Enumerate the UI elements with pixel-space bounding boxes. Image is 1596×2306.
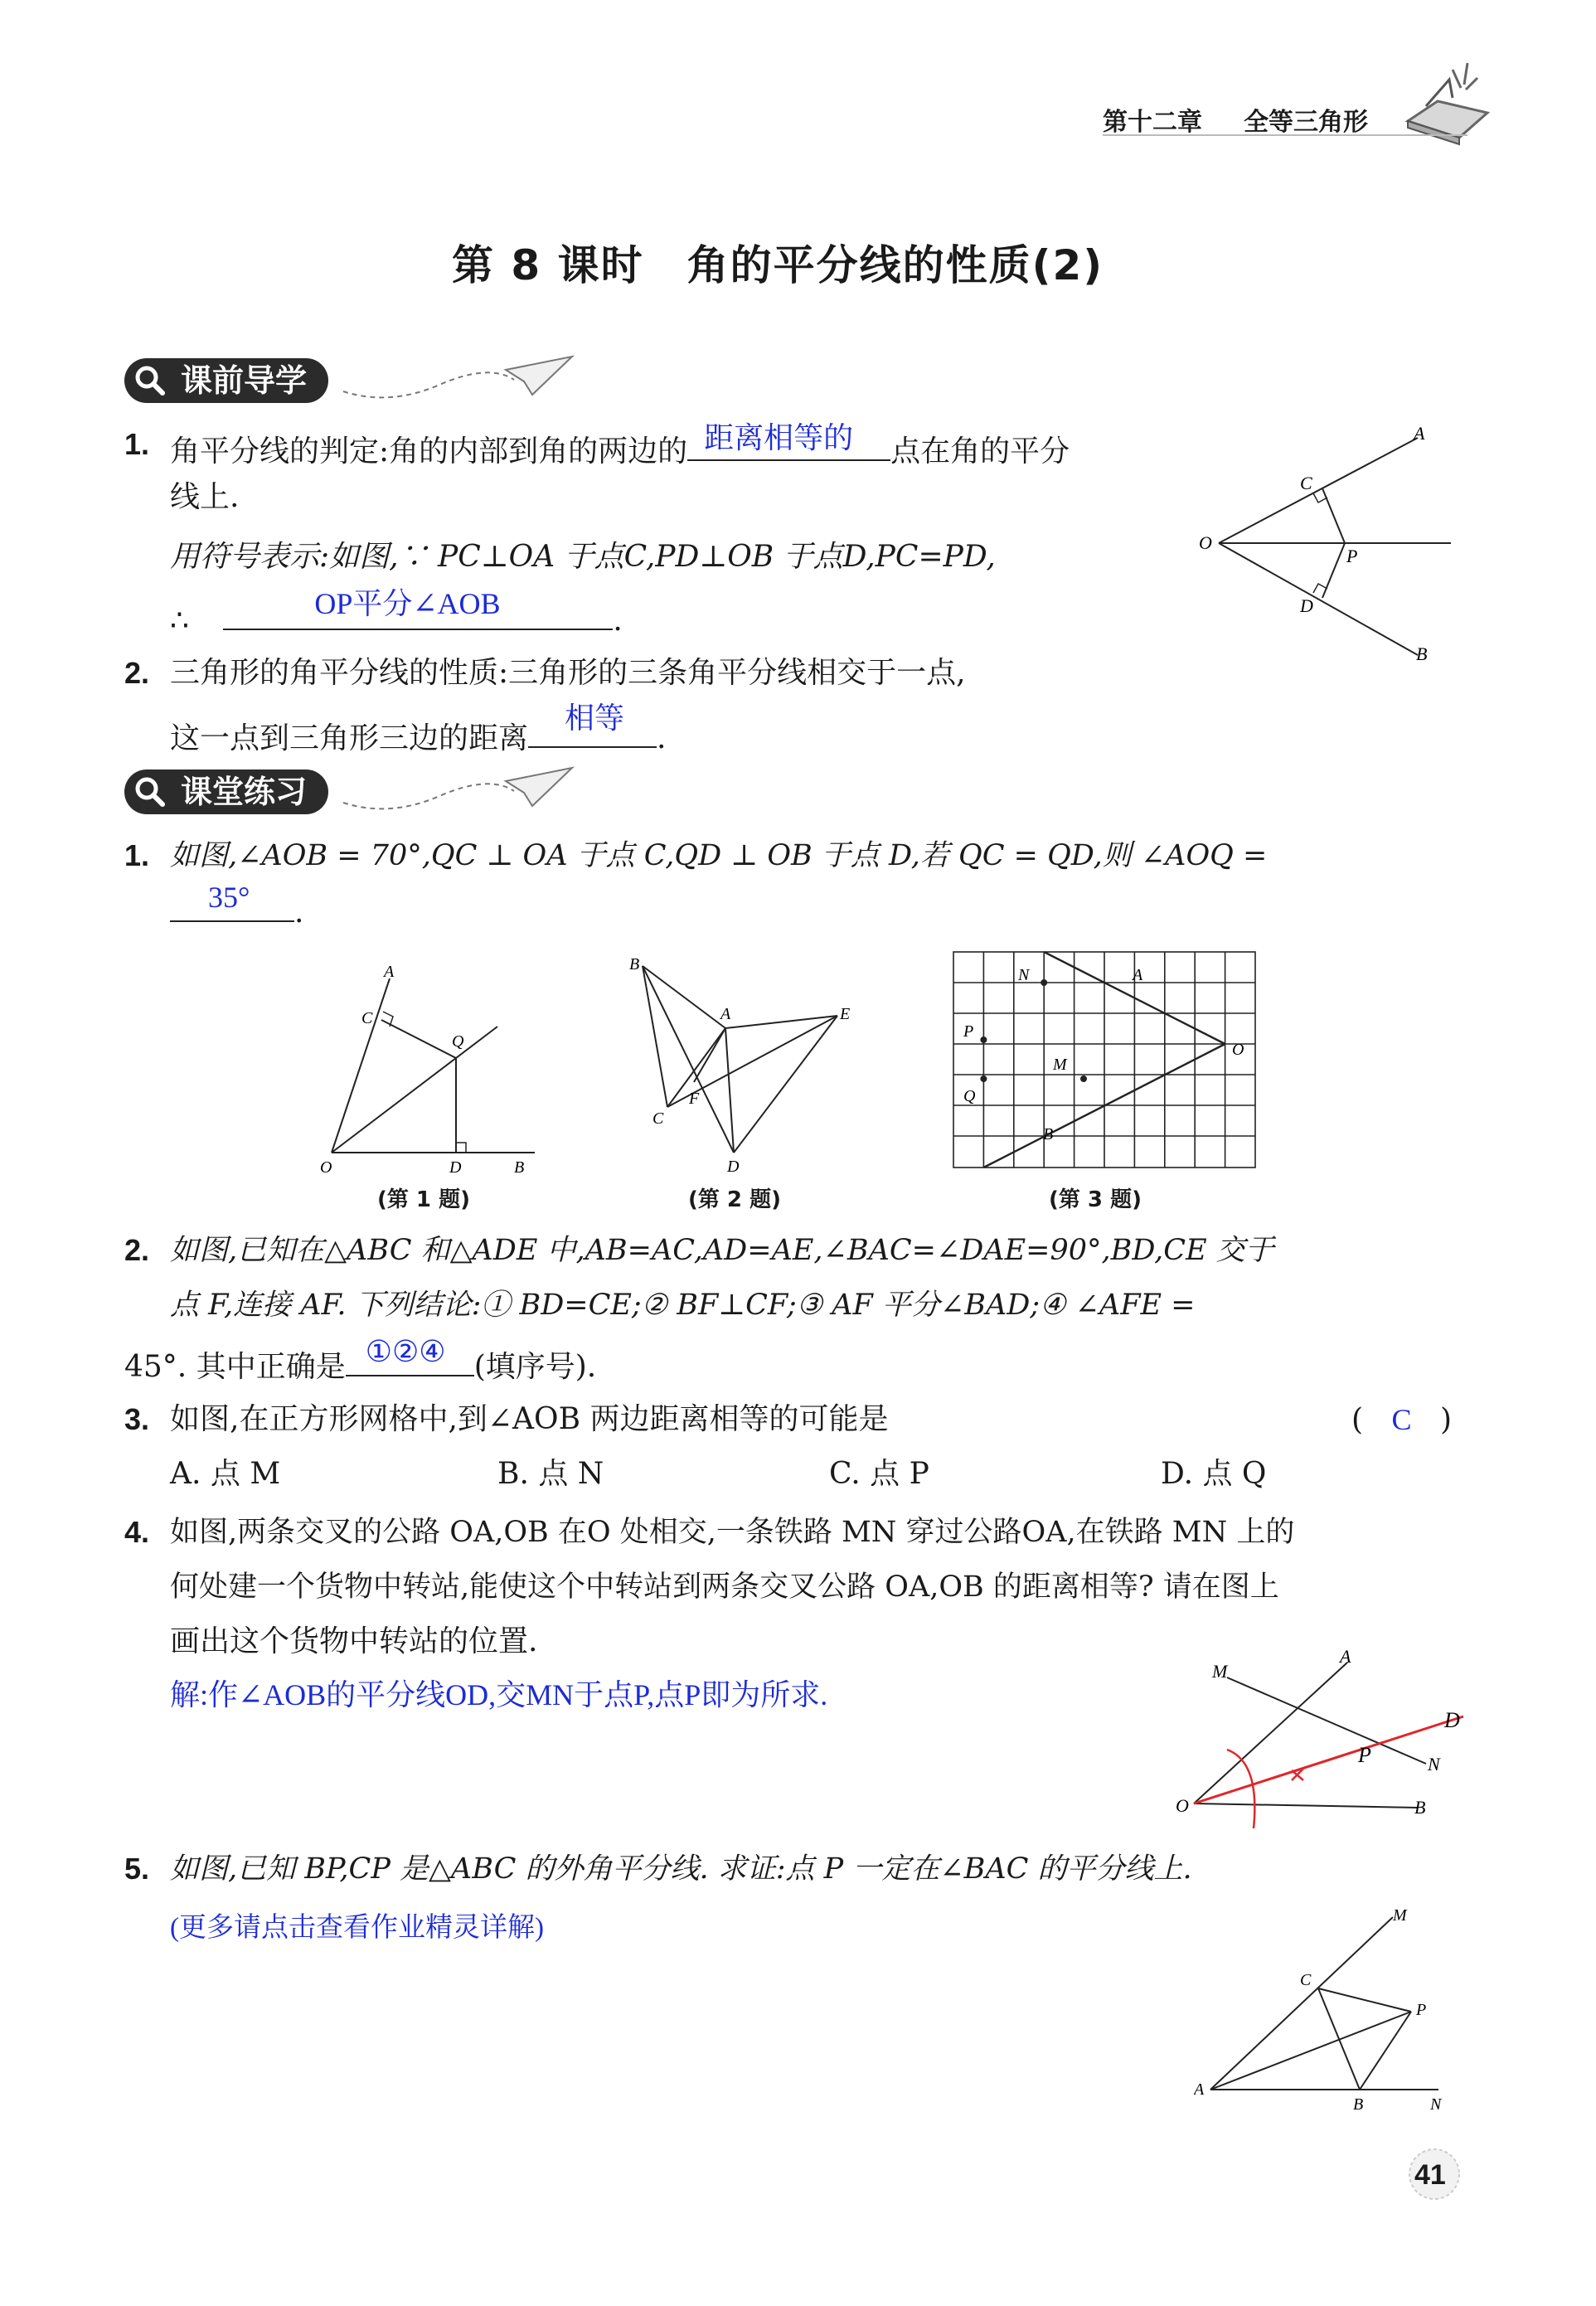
- figure-caption: (第 3 题): [1049, 1187, 1142, 1212]
- practice-q4-line3: 画出这个货物中转站的位置.: [170, 1624, 538, 1658]
- fig-label: B: [514, 1158, 525, 1177]
- preview-q1-line2: 线上.: [170, 480, 240, 514]
- fig-label: B: [1353, 2095, 1364, 2114]
- fig-label: B: [1416, 643, 1428, 664]
- fig-label: D: [1444, 1708, 1460, 1732]
- practice-q4-line2: 何处建一个货物中转站,能使这个中转站到两条交叉公路 OA,OB 的距离相等? 请在图上: [170, 1571, 1279, 1604]
- fig-label: C: [1300, 473, 1312, 493]
- fig-label: M: [1212, 1661, 1228, 1682]
- practice-q4-number: 4.: [124, 1515, 150, 1549]
- fig-label: B: [629, 955, 640, 973]
- figure-1: [307, 954, 547, 1177]
- paper-plane-icon: [340, 760, 580, 818]
- option-b: B. 点 N: [497, 1457, 604, 1491]
- book-decoration-icon: [1401, 55, 1492, 146]
- practice-q1-answer-line: 35° .: [170, 887, 303, 931]
- fig-label: M: [1053, 1056, 1067, 1074]
- fig-label: O: [1232, 1041, 1244, 1059]
- practice-q2-line1: 如图,已知在△ABC 和△ADE 中,AB=AC,AD=AE,∠BAC=∠DAE=90°,BD,CE 交于: [170, 1234, 1274, 1267]
- fig-label: P: [963, 1022, 974, 1041]
- fig-label: A: [1340, 1646, 1351, 1667]
- page-number: 41: [1414, 2159, 1446, 2191]
- practice-q5-text: 如图,已知 BP,CP 是△ABC 的外角平分线. 求证:点 P 一定在∠BAC 的平分线上.: [170, 1852, 1192, 1886]
- fig-label: C: [361, 1009, 373, 1027]
- practice-q2-line3: 45°. 其中正确是 ①②④ (填序号).: [124, 1335, 597, 1384]
- fig-label: C: [652, 1109, 664, 1128]
- preview-q1-number: 1.: [124, 427, 150, 461]
- answer-blank: ①②④: [346, 1342, 474, 1376]
- fig-label: P: [1416, 2001, 1427, 2019]
- paper-plane-icon: [340, 348, 580, 406]
- figure-3-grid: [952, 950, 1259, 1174]
- fig-label: F: [689, 1090, 700, 1108]
- fig-label: M: [1393, 1907, 1407, 1925]
- practice-q2-number: 2.: [124, 1233, 150, 1267]
- fig-label: A: [384, 963, 395, 981]
- preview-q1-line4: ∴ OP平分∠AOB .: [170, 587, 623, 638]
- search-icon: [134, 776, 166, 808]
- header-rule: [1103, 134, 1467, 136]
- preview-q1-line3: 用符号表示:如图,∵ PC⊥OA 于点C,PD⊥OB 于点D,PC=PD,: [170, 540, 996, 574]
- option-c: C. 点 P: [829, 1457, 929, 1491]
- chapter-label: 第十二章: [1103, 109, 1202, 136]
- option-a: A. 点 M: [170, 1457, 281, 1491]
- preview-q2-line2: 这一点到三角形三边的距离 相等 .: [170, 702, 667, 755]
- fig-label: N: [1428, 1754, 1440, 1774]
- fig-label: Q: [452, 1032, 464, 1051]
- answer-blank: 距离相等的: [687, 426, 890, 461]
- fig-label: E: [840, 1005, 851, 1023]
- practice-q1-number: 1.: [124, 838, 150, 872]
- section-practice: 课堂练习: [124, 769, 328, 814]
- search-icon: [134, 365, 166, 396]
- fig-label: C: [1300, 1971, 1312, 1989]
- practice-q4-line1: 如图,两条交叉的公路 OA,OB 在O 处相交,一条铁路 MN 穿过公路OA,在铁路 MN 上的: [170, 1516, 1295, 1549]
- fig-label: A: [1133, 966, 1143, 984]
- chapter-title: 全等三角形: [1244, 109, 1368, 136]
- page-title: 第 8 课时 角的平分线的性质(2): [452, 241, 1104, 289]
- figure-angle-bisector: [1194, 415, 1467, 680]
- fig-label: P: [1358, 1743, 1371, 1767]
- preview-q2-number: 2.: [124, 656, 150, 690]
- fig-label: B: [1043, 1125, 1054, 1143]
- practice-q3-answer-paren: ( C ): [1351, 1403, 1452, 1437]
- figure-4: [1161, 1638, 1476, 1828]
- fig-label: A: [1194, 2080, 1205, 2099]
- practice-q5-number: 5.: [124, 1852, 150, 1886]
- practice-q2-line2: 点 F,连接 AF. 下列结论:① BD=CE;② BF⊥CF;③ AF 平分∠BAD;④ ∠AFE =: [170, 1289, 1196, 1322]
- fig-label: P: [1346, 546, 1358, 566]
- fig-label: O: [320, 1158, 332, 1177]
- section-preview: 课前导学: [124, 358, 328, 403]
- answer-blank: 相等: [528, 711, 657, 748]
- fig-label: O: [1176, 1795, 1189, 1816]
- fig-label: Q: [963, 1087, 976, 1105]
- fig-label: N: [1430, 2095, 1442, 2114]
- figure-caption: (第 1 题): [377, 1187, 470, 1212]
- fig-label: D: [727, 1158, 740, 1176]
- fig-label: D: [1300, 595, 1313, 616]
- option-d: D. 点 Q: [1161, 1457, 1267, 1491]
- fig-label: A: [1414, 423, 1425, 444]
- figure-2: [618, 949, 866, 1182]
- figure-5: [1194, 1907, 1476, 2114]
- figure-caption: (第 2 题): [688, 1187, 781, 1212]
- preview-q2-line1: 三角形的角平分线的性质:三角形的三条角平分线相交于一点,: [170, 656, 966, 690]
- fig-label: N: [1018, 966, 1030, 984]
- fig-label: O: [1199, 532, 1212, 553]
- fig-label: D: [449, 1158, 462, 1177]
- practice-q4-answer: 解:作∠AOB的平分线OD,交MN于点P,点P即为所求.: [170, 1678, 828, 1711]
- preview-q1-line1: 角平分线的判定:角的内部到角的两边的 距离相等的 点在角的平分: [170, 421, 1070, 468]
- practice-q3-number: 3.: [124, 1402, 150, 1436]
- fig-label: A: [720, 1005, 731, 1023]
- fig-label: B: [1414, 1797, 1426, 1818]
- answer-blank: 35°: [170, 887, 294, 922]
- more-details-link[interactable]: (更多请点击查看作业精灵详解): [170, 1913, 544, 1943]
- practice-q3-text: 如图,在正方形网格中,到∠AOB 两边距离相等的可能是: [170, 1402, 889, 1436]
- practice-q1-text: 如图,∠AOB = 70°,QC ⊥ OA 于点 C,QD ⊥ OB 于点 D,若 QC = QD,则 ∠AOQ =: [170, 839, 1268, 872]
- answer-blank: OP平分∠AOB: [223, 594, 613, 630]
